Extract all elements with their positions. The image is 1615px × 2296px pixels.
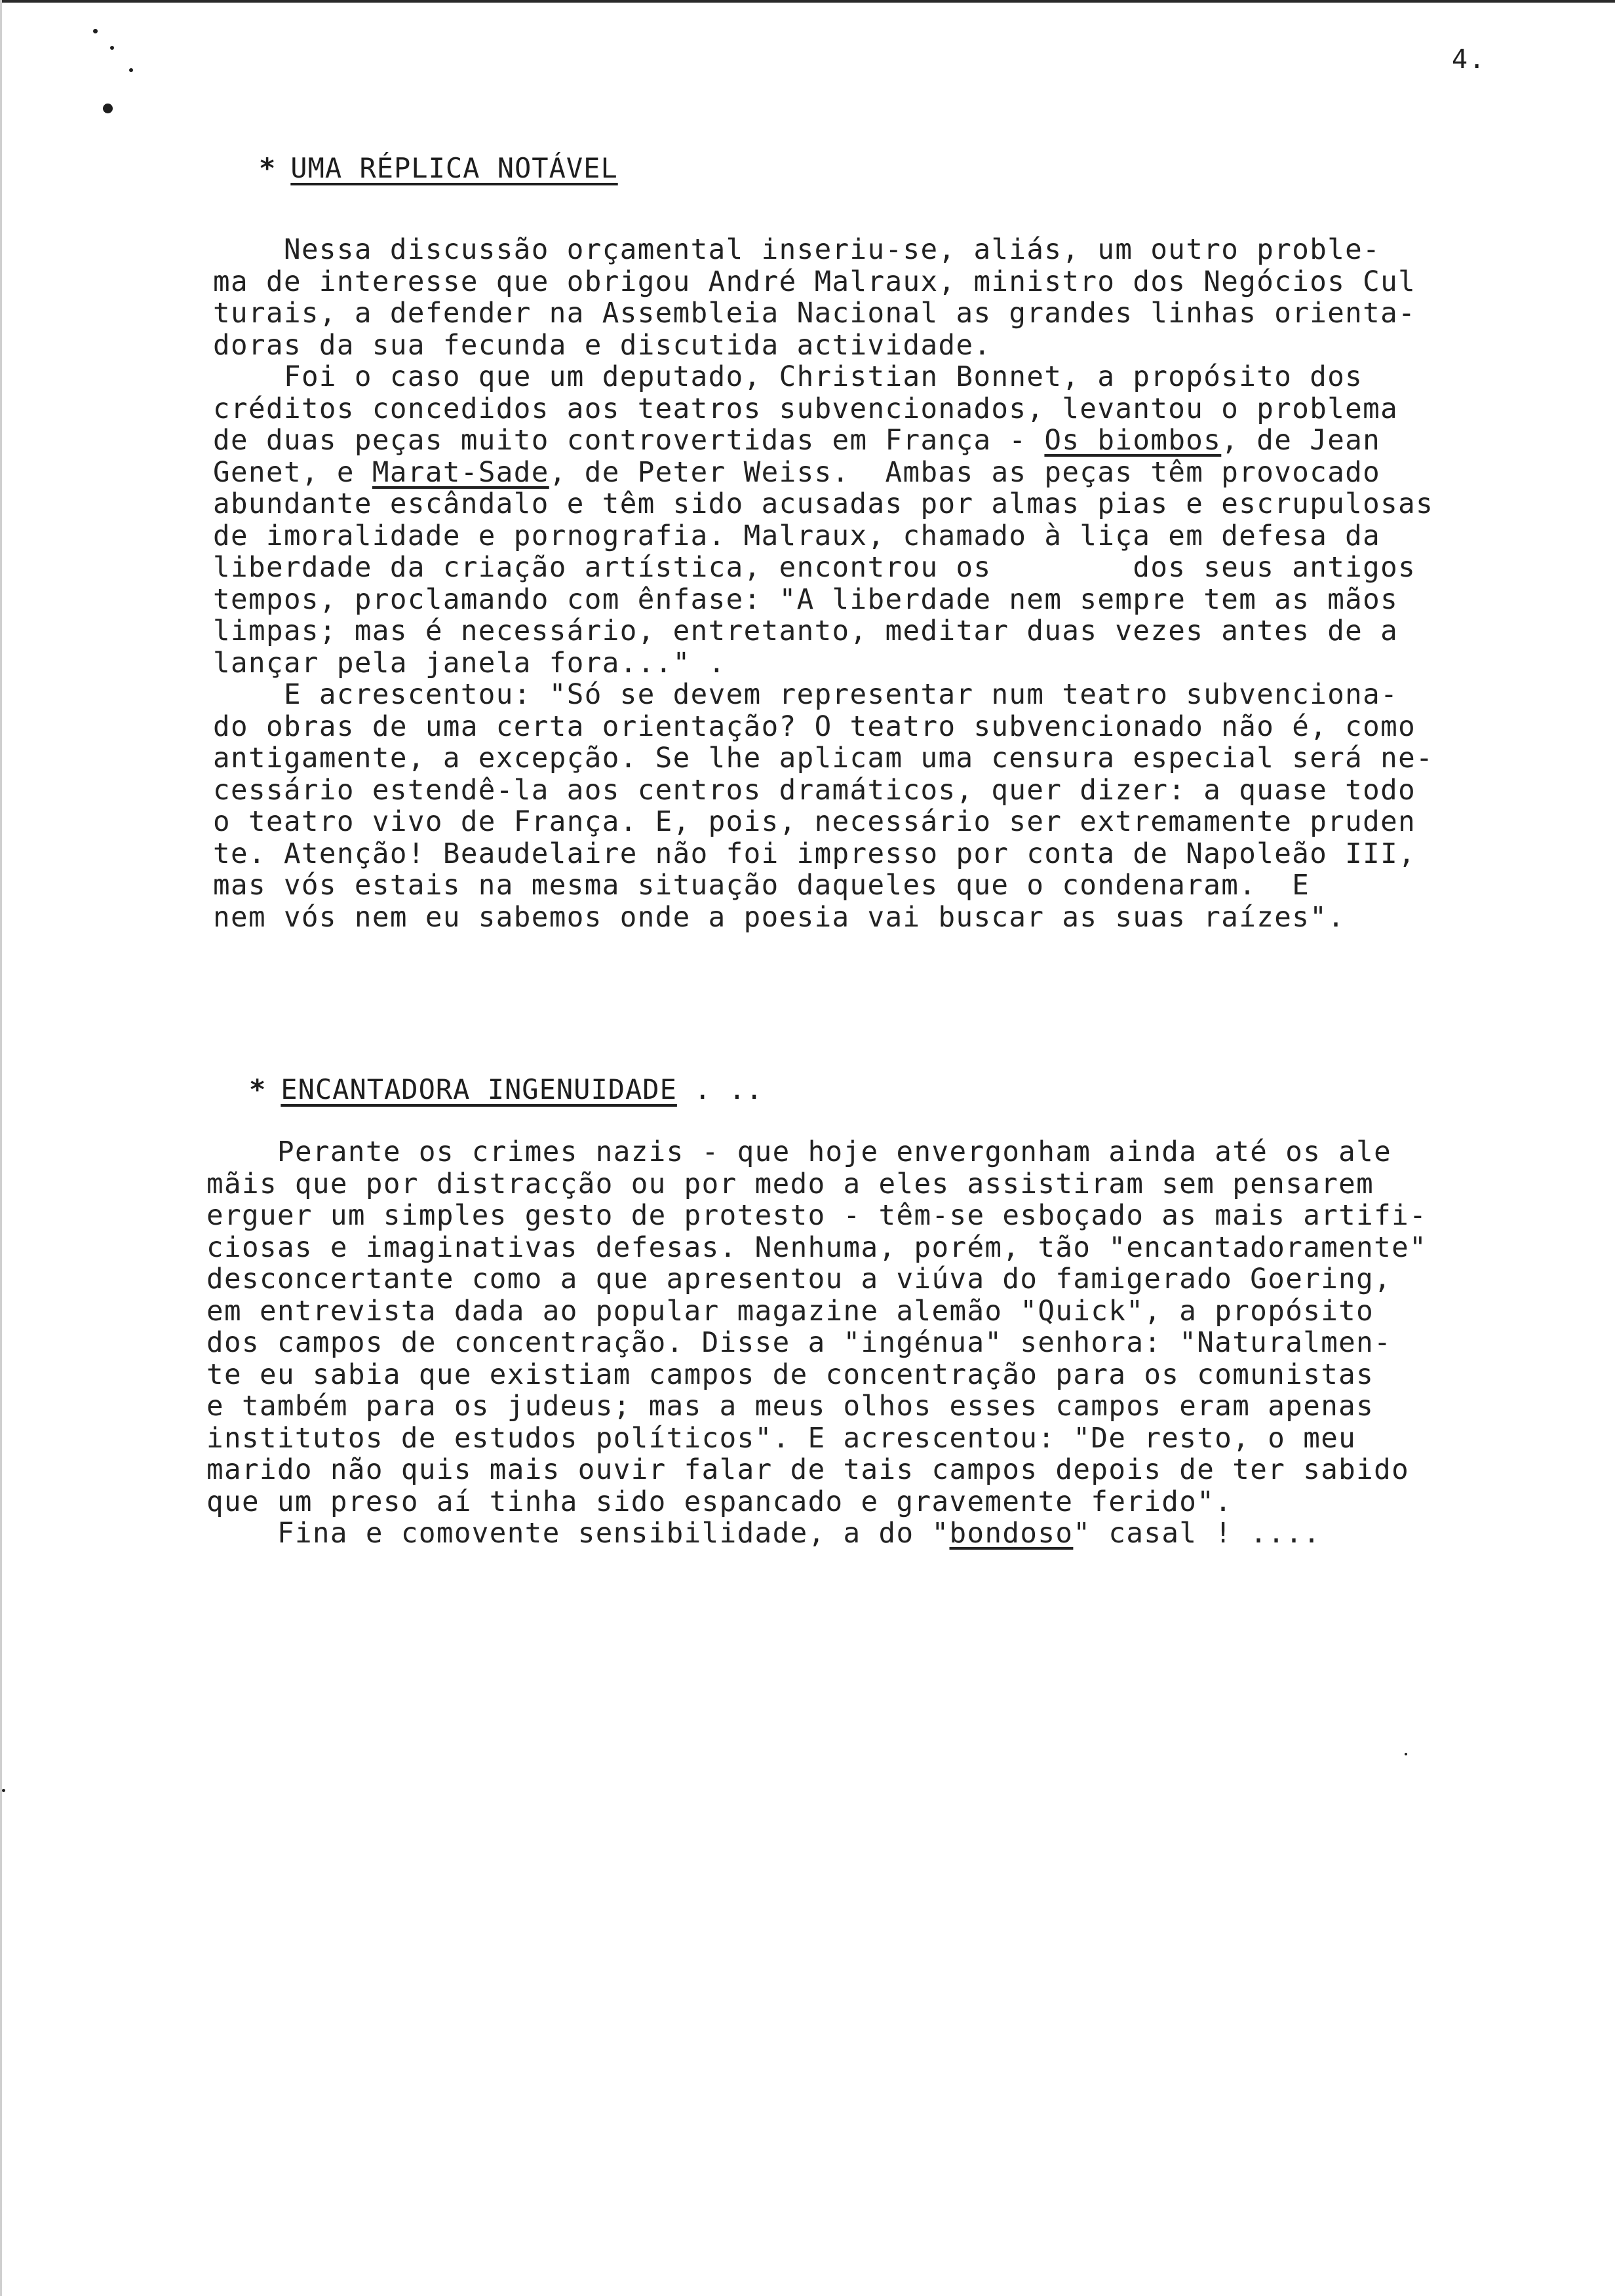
text-line: doras da sua fecunda e discutida actividade. <box>213 329 992 362</box>
text-line: limpas; mas é necessário, entretanto, meditar duas vezes antes de a <box>213 615 1399 647</box>
paragraph <box>213 235 1433 934</box>
text-line: do obras de uma certa orientação? O teatro subvencionado não é, como <box>213 710 1416 743</box>
paragraph <box>206 1137 1427 1550</box>
text-line: te eu sabia que existiam campos de concentração para os comunistas <box>206 1358 1374 1391</box>
section-title-ellipsis: . .. <box>676 1073 764 1105</box>
asterisk-bullet: * <box>249 1073 267 1105</box>
ink-dot <box>103 104 113 113</box>
text-line: liberdade da criação artística, encontrou os dos seus antigos <box>213 552 1416 584</box>
text-line: lançar pela janela fora..." . <box>213 647 726 679</box>
ink-mark <box>129 68 133 72</box>
text-line: ma de interesse que obrigou André Malraux, ministro dos Negócios Cul <box>213 265 1416 298</box>
ink-speck <box>1405 1753 1407 1755</box>
text-line: de imoralidade e pornografia. Malraux, chamado à liça em defesa da <box>213 520 1381 552</box>
section-title: UMA RÉPLICA NOTÁVEL <box>290 152 618 184</box>
text-line: E acrescentou: "Só se devem representar num teatro subvenciona- <box>283 679 1399 711</box>
ink-speck <box>2 1789 5 1792</box>
underlined-title: Marat-Sade <box>372 456 549 489</box>
asterisk-bullet: * <box>259 152 277 184</box>
text-line: abundante escândalo e têm sido acusadas por almas pias e escrupulosas <box>213 488 1434 520</box>
text-line: tempos, proclamando com ênfase: "A liberdade nem sempre tem as mãos <box>213 583 1399 616</box>
text-line: mãis que por distracção ou por medo a eles assistiram sem pensarem <box>206 1168 1374 1200</box>
section-heading-ingenuidade <box>249 1073 763 1105</box>
text-line: dos campos de concentração. Disse a "ingénua" senhora: "Naturalmen- <box>206 1327 1392 1359</box>
text-line: te. Atenção! Beaudelaire não foi impresso por conta de Napoleão III, <box>213 837 1416 870</box>
page-top-edge <box>0 0 1615 3</box>
text-line: créditos concedidos aos teatros subvencionados, levantou o problema <box>213 392 1399 425</box>
text-fragment: , de Jean <box>1221 425 1381 457</box>
text-fragment: , de Peter Weiss. Ambas as peças têm provocado <box>549 456 1381 489</box>
text-line: Foi o caso que um deputado, Christian Bonnet, a propósito dos <box>283 361 1363 393</box>
text-line: e também para os judeus; mas a meus olhos esses campos eram apenas <box>206 1390 1374 1423</box>
ink-mark <box>93 29 98 33</box>
underlined-word: bondoso <box>949 1518 1074 1550</box>
text-line: Nessa discussão orçamental inseriu-se, aliás, um outro proble- <box>283 234 1381 266</box>
section-title: ENCANTADORA INGENUIDADE <box>281 1073 677 1105</box>
underlined-title: Os biombos <box>1044 425 1222 457</box>
text-line: institutos de estudos políticos". E acrescentou: "De resto, o meu <box>206 1422 1357 1455</box>
text-line: em entrevista dada ao popular magazine alemão "Quick", a propósito <box>206 1295 1374 1328</box>
text-line: antigamente, a excepção. Se lhe aplicam uma censura especial será ne- <box>213 742 1434 775</box>
page-number: 4. <box>1452 45 1487 75</box>
text-line: que um preso aí tinha sido espancado e gravemente ferido". <box>206 1485 1233 1518</box>
text-fragment: " casal ! .... <box>1073 1518 1321 1550</box>
text-line: Perante os crimes nazis - que hoje envergonham ainda até os ale <box>277 1136 1392 1168</box>
text-line: nem vós nem eu sabemos onde a poesia vai buscar as suas raízes". <box>213 901 1346 934</box>
text-line: erguer um simples gesto de protesto - têm-se esboçado as mais artifi- <box>206 1200 1428 1232</box>
text-line: cessário estendê-la aos centros dramáticos, quer dizer: a quase todo <box>213 774 1416 807</box>
text-line: ciosas e imaginativas defesas. Nenhuma, porém, tão "encantadoramente" <box>206 1231 1428 1264</box>
text-fragment: Genet, e <box>213 456 372 489</box>
ink-mark <box>110 46 114 50</box>
text-line: mas vós estais na mesma situação daqueles que o condenaram. E <box>213 870 1310 902</box>
text-line: marido não quis mais ouvir falar de tais campos depois de ter sabido <box>206 1454 1410 1486</box>
section-heading-replica <box>259 152 618 184</box>
text-fragment: Fina e comovente sensibilidade, a do " <box>277 1518 950 1550</box>
text-fragment: de duas peças muito controvertidas em França - <box>213 425 1045 457</box>
page-left-edge <box>0 0 2 2296</box>
text-line: o teatro vivo de França. E, pois, necessário ser extremamente pruden <box>213 806 1416 838</box>
text-line: turais, a defender na Assembleia Nacional as grandes linhas orienta- <box>213 297 1416 330</box>
text-line: desconcertante como a que apresentou a viúva do famigerado Goering, <box>206 1263 1392 1295</box>
